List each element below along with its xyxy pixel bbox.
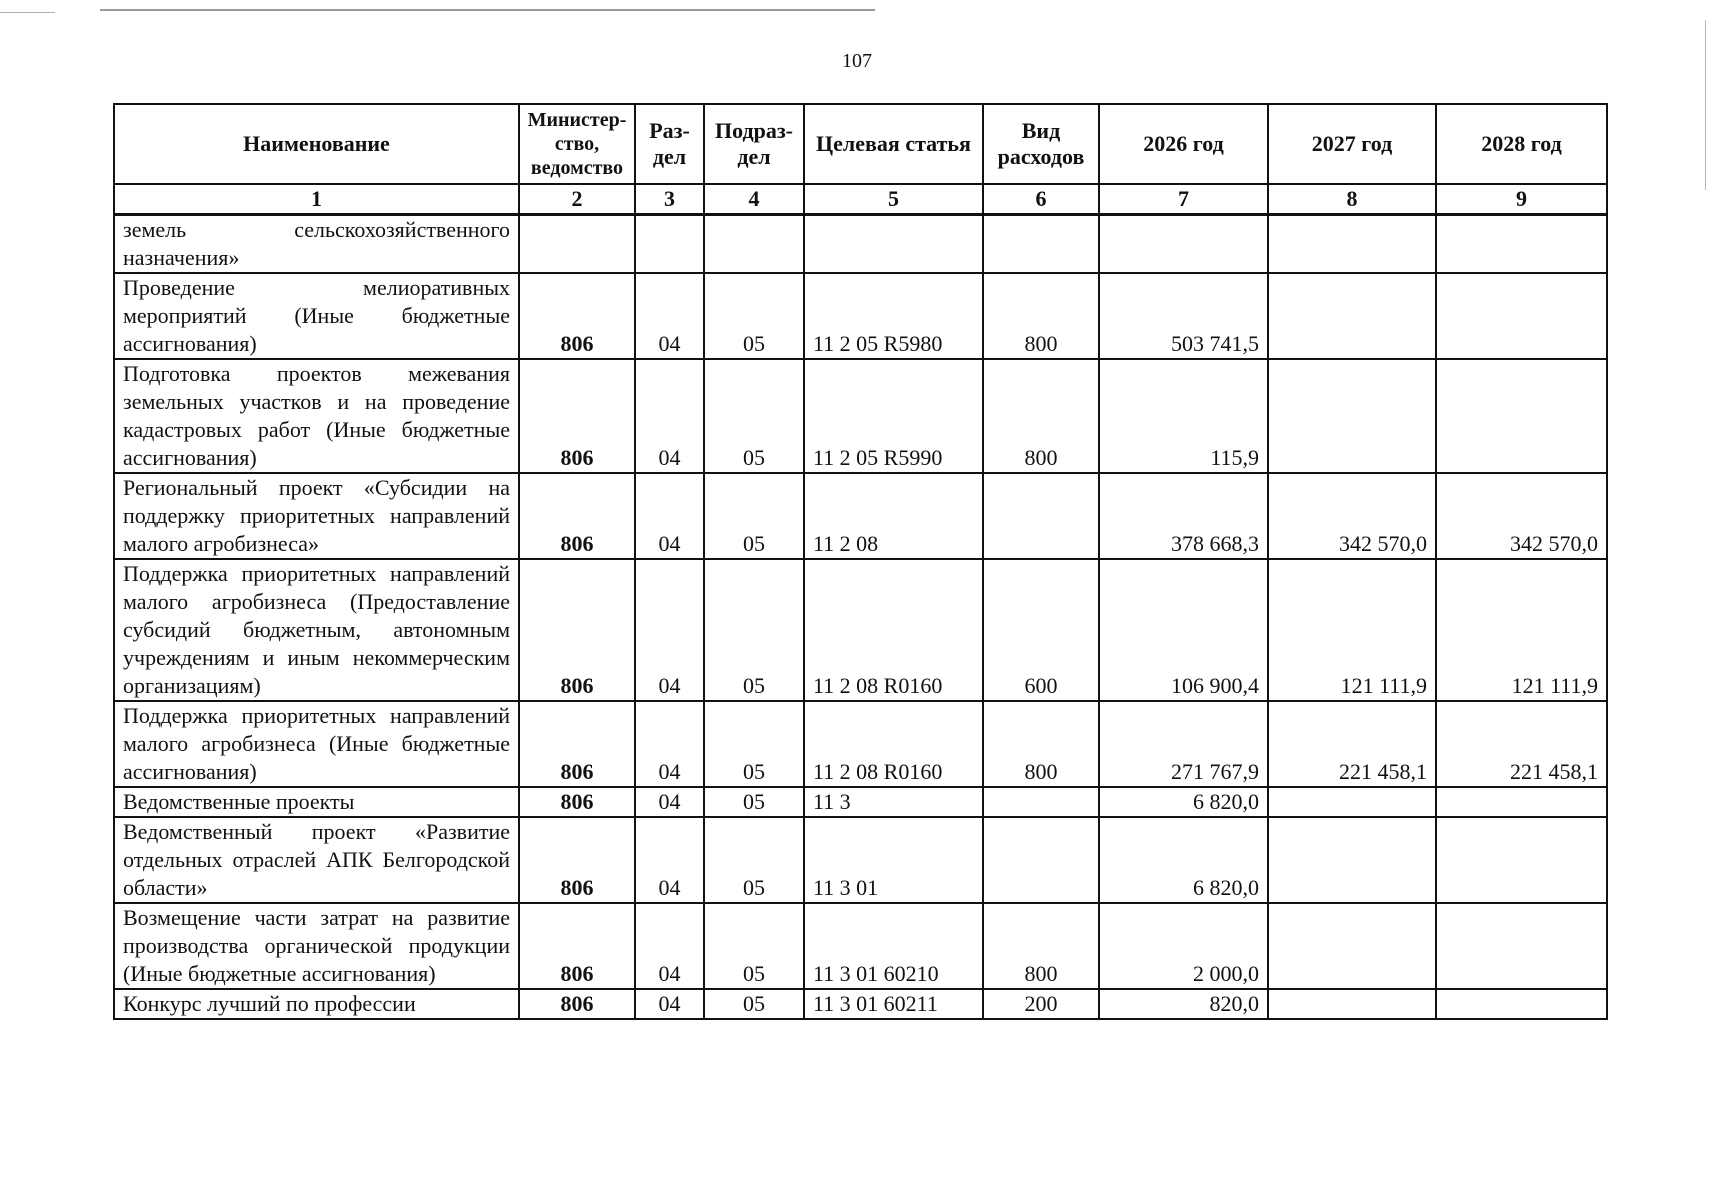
column-number: 4 — [704, 184, 804, 215]
table-row — [114, 701, 1607, 787]
column-number: 2 — [519, 184, 635, 215]
row-target: 11 3 — [804, 787, 983, 817]
page-number: 107 — [842, 50, 872, 72]
column-number: 5 — [804, 184, 983, 215]
row-2028: 342 570,0 — [1436, 473, 1607, 559]
row-name: Поддержка приоритетных направлений малого агробизнеса (Предоставление субсидий бюджетным, автономным учреждениям и иным некоммерческим организациям) — [114, 559, 519, 701]
row-section: 04 — [635, 817, 704, 903]
row-section: 04 — [635, 359, 704, 473]
row-2026: 6 820,0 — [1099, 787, 1268, 817]
row-ministry: 806 — [519, 787, 635, 817]
row-2027: 342 570,0 — [1268, 473, 1436, 559]
row-2026: 106 900,4 — [1099, 559, 1268, 701]
row-2028: 221 458,1 — [1436, 701, 1607, 787]
row-2027 — [1268, 787, 1436, 817]
column-number: 9 — [1436, 184, 1607, 215]
row-ministry: 806 — [519, 701, 635, 787]
column-number: 6 — [983, 184, 1099, 215]
header-2028: 2028 год — [1436, 104, 1607, 184]
row-target: 11 3 01 60210 — [804, 903, 983, 989]
row-2027 — [1268, 215, 1436, 274]
row-2026: 115,9 — [1099, 359, 1268, 473]
row-expense-type — [983, 473, 1099, 559]
row-target: 11 3 01 60211 — [804, 989, 983, 1019]
row-ministry: 806 — [519, 473, 635, 559]
row-target: 11 2 08 R0160 — [804, 559, 983, 701]
row-section: 04 — [635, 989, 704, 1019]
row-ministry — [519, 215, 635, 274]
row-name: Конкурс лучший по профессии — [114, 989, 519, 1019]
column-number: 7 — [1099, 184, 1268, 215]
row-2028: 121 111,9 — [1436, 559, 1607, 701]
row-expense-type: 200 — [983, 989, 1099, 1019]
row-subsection: 05 — [704, 359, 804, 473]
row-target: 11 2 08 — [804, 473, 983, 559]
row-2028 — [1436, 359, 1607, 473]
header-expense-type: Вид расходов — [983, 104, 1099, 184]
row-2027: 121 111,9 — [1268, 559, 1436, 701]
column-number: 3 — [635, 184, 704, 215]
row-ministry: 806 — [519, 903, 635, 989]
table-row — [114, 473, 1607, 559]
row-2026: 271 767,9 — [1099, 701, 1268, 787]
row-2028 — [1436, 903, 1607, 989]
row-name: Региональный проект «Субсидии на поддержку приоритетных направлений малого агробизнеса» — [114, 473, 519, 559]
row-subsection: 05 — [704, 701, 804, 787]
row-subsection — [704, 215, 804, 274]
row-section: 04 — [635, 473, 704, 559]
row-2028 — [1436, 989, 1607, 1019]
header-subsection: Подраз-дел — [704, 104, 804, 184]
row-2026: 6 820,0 — [1099, 817, 1268, 903]
scan-artifact-line — [0, 12, 55, 13]
row-target: 11 3 01 — [804, 817, 983, 903]
row-2026: 378 668,3 — [1099, 473, 1268, 559]
row-expense-type — [983, 787, 1099, 817]
scan-artifact-line — [100, 9, 875, 11]
header-ministry: Министер-ство, ведомство — [519, 104, 635, 184]
row-expense-type: 800 — [983, 273, 1099, 359]
row-name: Подготовка проектов межевания земельных участков и на проведение кадастровых работ (Иные бюджетные ассигнования) — [114, 359, 519, 473]
row-subsection: 05 — [704, 787, 804, 817]
row-target — [804, 215, 983, 274]
row-subsection: 05 — [704, 989, 804, 1019]
header-section: Раз-дел — [635, 104, 704, 184]
row-subsection: 05 — [704, 473, 804, 559]
row-subsection: 05 — [704, 273, 804, 359]
column-number-row — [114, 184, 1607, 215]
row-ministry: 806 — [519, 559, 635, 701]
header-2027: 2027 год — [1268, 104, 1436, 184]
row-2027 — [1268, 903, 1436, 989]
budget-table — [113, 103, 1608, 1020]
row-section: 04 — [635, 903, 704, 989]
table-row — [114, 215, 1607, 274]
column-number: 1 — [114, 184, 519, 215]
row-ministry: 806 — [519, 817, 635, 903]
table-header-row — [114, 104, 1607, 184]
row-subsection: 05 — [704, 559, 804, 701]
row-2028 — [1436, 273, 1607, 359]
table-row — [114, 817, 1607, 903]
row-subsection: 05 — [704, 903, 804, 989]
row-2028 — [1436, 215, 1607, 274]
row-2027 — [1268, 273, 1436, 359]
row-expense-type: 800 — [983, 701, 1099, 787]
row-expense-type: 800 — [983, 359, 1099, 473]
row-name: Проведение мелиоративных мероприятий (Иные бюджетные ассигнования) — [114, 273, 519, 359]
table-row — [114, 273, 1607, 359]
row-section — [635, 215, 704, 274]
row-section: 04 — [635, 559, 704, 701]
row-target: 11 2 05 R5990 — [804, 359, 983, 473]
header-target: Целевая статья — [804, 104, 983, 184]
table-row — [114, 989, 1607, 1019]
header-name: Наименование — [114, 104, 519, 184]
row-ministry: 806 — [519, 359, 635, 473]
row-section: 04 — [635, 273, 704, 359]
row-2027 — [1268, 989, 1436, 1019]
row-2027 — [1268, 359, 1436, 473]
row-name: Возмещение части затрат на развитие производства органической продукции (Иные бюджетные ассигнования) — [114, 903, 519, 989]
row-name: земель сельскохозяйственного назначения» — [114, 215, 519, 274]
row-name: Ведомственный проект «Развитие отдельных отраслей АПК Белгородской области» — [114, 817, 519, 903]
row-expense-type: 600 — [983, 559, 1099, 701]
table-row — [114, 903, 1607, 989]
header-2026: 2026 год — [1099, 104, 1268, 184]
row-2027: 221 458,1 — [1268, 701, 1436, 787]
row-2026: 503 741,5 — [1099, 273, 1268, 359]
row-name: Поддержка приоритетных направлений малого агробизнеса (Иные бюджетные ассигнования) — [114, 701, 519, 787]
table-row — [114, 787, 1607, 817]
row-section: 04 — [635, 701, 704, 787]
row-expense-type — [983, 817, 1099, 903]
row-subsection: 05 — [704, 817, 804, 903]
scan-artifact-edge — [1705, 20, 1706, 190]
row-target: 11 2 05 R5980 — [804, 273, 983, 359]
row-expense-type — [983, 215, 1099, 274]
row-2026: 820,0 — [1099, 989, 1268, 1019]
row-ministry: 806 — [519, 273, 635, 359]
row-name: Ведомственные проекты — [114, 787, 519, 817]
table-row — [114, 559, 1607, 701]
row-section: 04 — [635, 787, 704, 817]
row-2026 — [1099, 215, 1268, 274]
table-row — [114, 359, 1607, 473]
row-2026: 2 000,0 — [1099, 903, 1268, 989]
row-ministry: 806 — [519, 989, 635, 1019]
row-2028 — [1436, 817, 1607, 903]
row-2028 — [1436, 787, 1607, 817]
column-number: 8 — [1268, 184, 1436, 215]
row-target: 11 2 08 R0160 — [804, 701, 983, 787]
row-expense-type: 800 — [983, 903, 1099, 989]
row-2027 — [1268, 817, 1436, 903]
